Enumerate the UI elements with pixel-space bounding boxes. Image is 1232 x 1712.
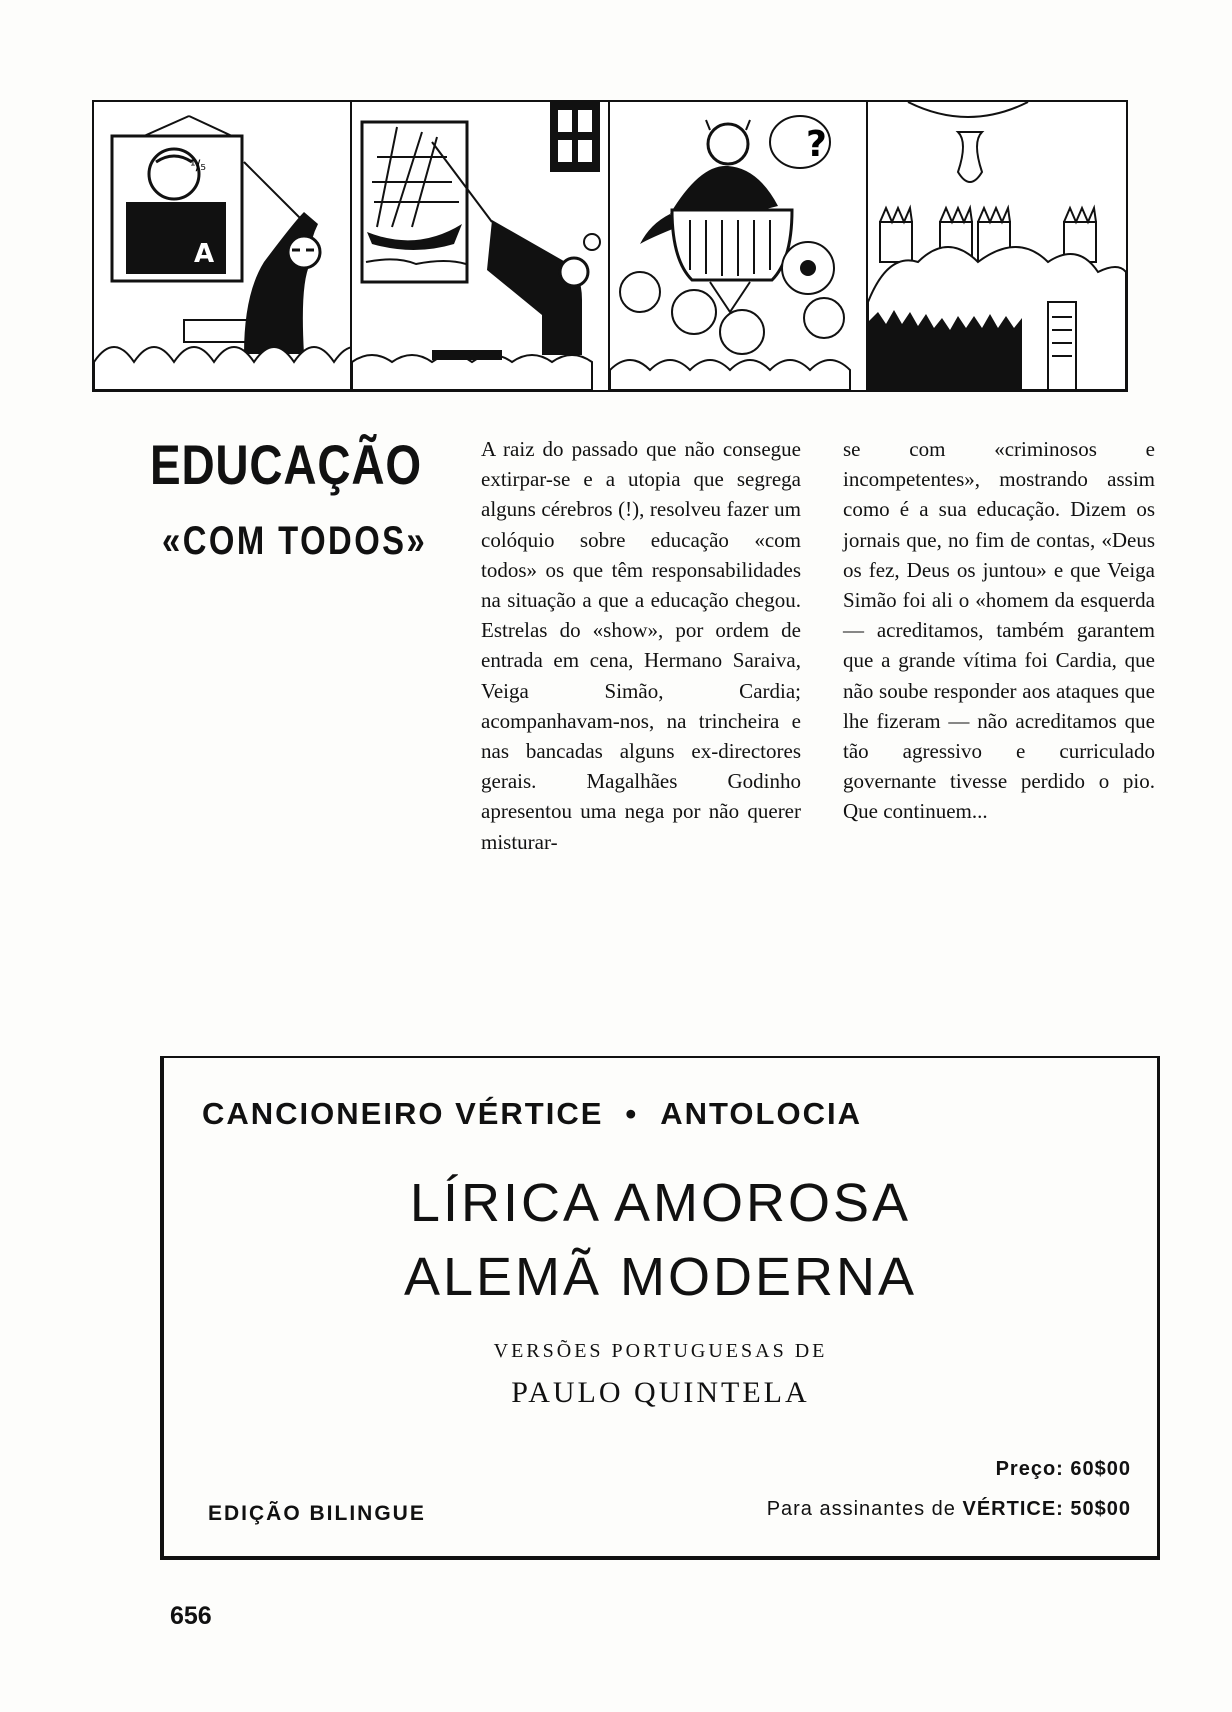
article-heading — [150, 432, 450, 564]
comic-panel-4 — [866, 100, 1128, 392]
comic-panel-3-illustration — [610, 102, 872, 390]
ad-subscriber-price-line — [767, 1498, 1131, 1521]
article-column-2-text: se com «criminosos e incompetentes», mostrando assim como é a sua educação. Dizem os jornais que, no fim de contas, «Deus os fez, Deus os juntou» e que Veiga Simão foi ali o «homem da esquerda — acreditamos, também garantem que a grande vítima foi Cardia, que não soube responder aos ataques que lhe fizeram — não acreditamos que tão agressivo e curriculado governante tivesse perdido o pio. Que continuem... — [843, 437, 1155, 824]
ad-author: PAULO QUINTELA — [511, 1376, 810, 1409]
ad-book-title-line-1: LÍRICA AMOROSA — [409, 1173, 912, 1233]
comic-panel-1 — [92, 100, 358, 392]
ad-book-title-line-2: ALEMÃ MODERNA — [403, 1247, 918, 1307]
comic-panel-2-illustration — [352, 102, 614, 390]
svg-text:?: ? — [806, 124, 827, 165]
ad-book-title — [164, 1166, 1157, 1314]
book-advertisement — [160, 1056, 1160, 1560]
ad-versions-label: VERSÕES PORTUGUESAS DE — [493, 1340, 828, 1362]
ad-series-line — [202, 1096, 1122, 1132]
ad-series-separator: • — [625, 1096, 639, 1131]
svg-text:A: A — [194, 239, 215, 269]
article-title: EDUCAÇÃO — [150, 433, 422, 496]
comic-panel-3 — [608, 100, 874, 392]
comic-strip — [92, 100, 1232, 390]
article-column-1 — [481, 434, 801, 857]
article-column-1-text: A raiz do passado que não consegue extirpar-se e a utopia que segrega alguns cérebros (!), resolveu fazer um colóquio sobre educação «com todos» os que têm responsabilidades na situação a que a educação chegou. Estrelas do «show», por ordem de entrada em cena, Hermano Saraiva, Veiga Simão, Cardia; acompanhavam-nos, na trincheira e nas bancadas alguns ex-directores gerais. Magalhães Godinho apresentou uma nega por não querer misturar- — [481, 437, 801, 854]
comic-panel-1-illustration — [94, 102, 356, 390]
ad-price: Preço: 60$00 — [995, 1458, 1131, 1480]
ad-series-name: CANCIONEIRO VÉRTICE — [202, 1096, 604, 1131]
svg-text:¹/₅: ¹/₅ — [190, 158, 206, 174]
ad-subscriber-price: VÉRTICE: 50$00 — [962, 1498, 1131, 1520]
article-subtitle: «COM TODOS» — [162, 519, 428, 563]
ad-edition: EDIÇÃO BILINGUE — [208, 1502, 426, 1525]
comic-panel-4-illustration — [868, 102, 1126, 390]
article-column-2 — [843, 434, 1155, 827]
page-number: 656 — [170, 1602, 212, 1630]
comic-panel-2 — [350, 100, 616, 392]
ad-subscriber-label: Para assinantes de — [766, 1498, 956, 1520]
ad-series-part: ANTOLOCIA — [660, 1096, 862, 1131]
